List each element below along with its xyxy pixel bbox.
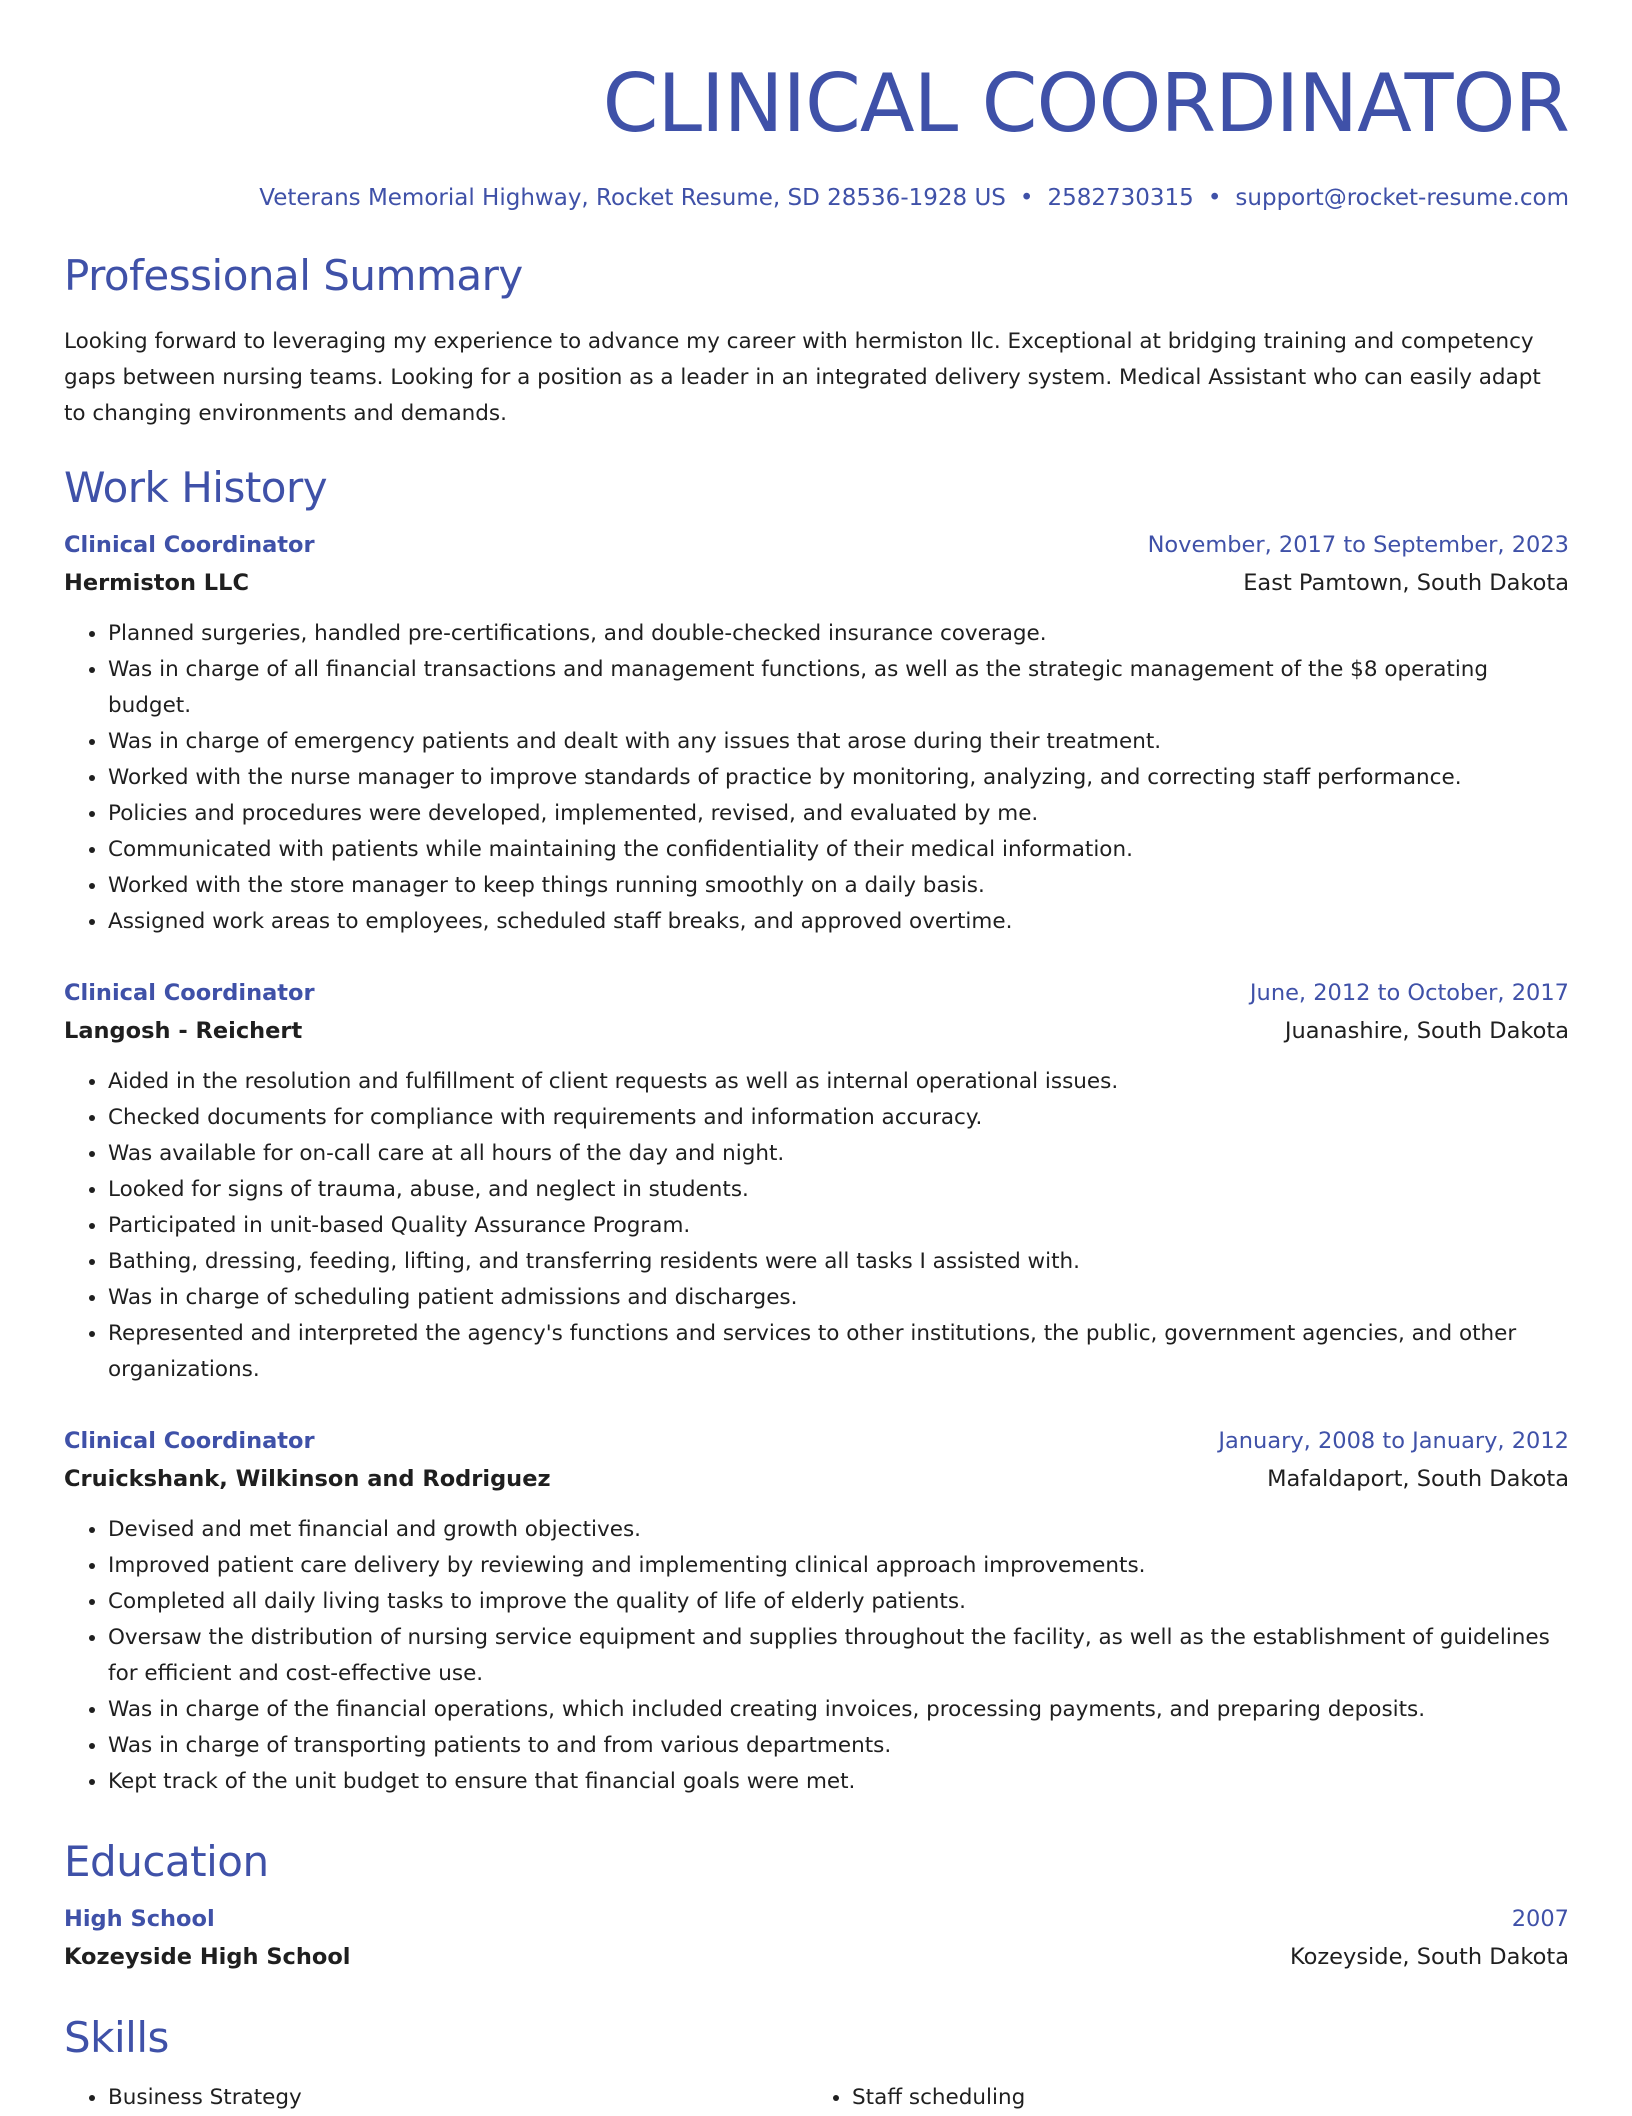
resume-name: CLINICAL COORDINATOR — [602, 57, 1569, 150]
job-bullet: • Was in charge of transporting patients to and from various departments. — [108, 1728, 1569, 1764]
education-heading: Education — [64, 1837, 269, 1886]
skills-column-right — [808, 2080, 1552, 2116]
job-entry — [64, 526, 1569, 940]
job-company: Hermiston LLC — [64, 570, 249, 596]
job-dates: November, 2017 to September, 2023 — [1147, 532, 1569, 558]
job-bullet: • Was in charge of all financial transactions and management functions, as well as the strategic management of the $8 operating budget. — [108, 652, 1569, 724]
job-company-row — [64, 1012, 1569, 1050]
contact-separator: • — [1019, 185, 1034, 211]
skill-item: • Business Strategy — [108, 2080, 808, 2116]
skill-item: • Staff scheduling — [852, 2080, 1552, 2116]
job-bullet: • Assigned work areas to employees, scheduled staff breaks, and approved overtime. — [108, 904, 1569, 940]
job-header-row — [64, 974, 1569, 1012]
job-role: Clinical Coordinator — [64, 532, 315, 558]
job-role: Clinical Coordinator — [64, 1428, 315, 1454]
job-bullet: • Was in charge of emergency patients and dealt with any issues that arose during their treatment. — [108, 724, 1569, 760]
job-location: Juanashire, South Dakota — [1284, 1018, 1569, 1044]
job-header-row — [64, 526, 1569, 564]
education-school: Kozeyside High School — [64, 1944, 351, 1970]
job-bullet: • Completed all daily living tasks to improve the quality of life of elderly patients. — [108, 1584, 1569, 1620]
education-header-row — [64, 1900, 1569, 1938]
job-bullet: • Improved patient care delivery by reviewing and implementing clinical approach improvements. — [108, 1548, 1569, 1584]
skills-list — [64, 2080, 1569, 2116]
job-bullet: • Was in charge of the financial operations, which included creating invoices, processing payments, and preparing deposits. — [108, 1692, 1569, 1728]
job-location: East Pamtown, South Dakota — [1243, 570, 1569, 596]
education-school-row — [64, 1938, 1569, 1976]
job-bullets — [64, 1512, 1569, 1800]
education-entry — [64, 1900, 1569, 1976]
job-bullets — [64, 616, 1569, 940]
job-bullet: • Devised and met financial and growth objectives. — [108, 1512, 1569, 1548]
job-bullet: • Looked for signs of trauma, abuse, and neglect in students. — [108, 1172, 1569, 1208]
job-bullet: • Represented and interpreted the agency's functions and services to other institutions, the public, government agencies, and other organizations. — [108, 1316, 1569, 1388]
skills-heading: Skills — [64, 2013, 169, 2062]
job-bullet: • Worked with the nurse manager to improve standards of practice by monitoring, analyzing, and correcting staff performance. — [108, 760, 1569, 796]
job-bullet: • Checked documents for compliance with requirements and information accuracy. — [108, 1100, 1569, 1136]
contact-separator: • — [1207, 185, 1222, 211]
work-history-heading: Work History — [64, 463, 328, 512]
education-location: Kozeyside, South Dakota — [1289, 1944, 1569, 1970]
job-entry — [64, 1422, 1569, 1800]
job-bullet: • Was available for on-call care at all hours of the day and night. — [108, 1136, 1569, 1172]
contact-address: Veterans Memorial Highway, Rocket Resume, SD 28536-1928 US — [259, 185, 1006, 211]
job-company: Cruickshank, Wilkinson and Rodriguez — [64, 1466, 551, 1492]
job-bullet: • Kept track of the unit budget to ensure that financial goals were met. — [108, 1764, 1569, 1800]
job-bullets — [64, 1064, 1569, 1388]
job-bullet: • Planned surgeries, handled pre-certifications, and double-checked insurance coverage. — [108, 616, 1569, 652]
job-header-row — [64, 1422, 1569, 1460]
job-company: Langosh - Reichert — [64, 1018, 303, 1044]
job-role: Clinical Coordinator — [64, 980, 315, 1006]
job-bullet: • Participated in unit-based Quality Assurance Program. — [108, 1208, 1569, 1244]
job-bullet: • Communicated with patients while maintaining the confidentiality of their medical information. — [108, 832, 1569, 868]
contact-email: support@rocket-resume.com — [1235, 185, 1569, 211]
summary-heading: Professional Summary — [64, 251, 523, 300]
job-dates: January, 2008 to January, 2012 — [1218, 1428, 1569, 1454]
job-bullet: • Aided in the resolution and fulfillment of client requests as well as internal operational issues. — [108, 1064, 1569, 1100]
job-entry — [64, 974, 1569, 1388]
job-bullet: • Oversaw the distribution of nursing service equipment and supplies throughout the facility, as well as the establishment of guidelines for efficient and cost-effective use. — [108, 1620, 1569, 1692]
job-bullet: • Was in charge of scheduling patient admissions and discharges. — [108, 1280, 1569, 1316]
contact-line — [64, 182, 1569, 214]
job-company-row — [64, 1460, 1569, 1498]
job-company-row — [64, 564, 1569, 602]
education-year: 2007 — [1511, 1906, 1569, 1932]
job-bullet: • Bathing, dressing, feeding, lifting, and transferring residents were all tasks I assisted with. — [108, 1244, 1569, 1280]
skills-column-left — [64, 2080, 808, 2116]
job-bullet: • Worked with the store manager to keep things running smoothly on a daily basis. — [108, 868, 1569, 904]
education-degree: High School — [64, 1906, 215, 1932]
job-location: Mafaldaport, South Dakota — [1267, 1466, 1569, 1492]
summary-text: Looking forward to leveraging my experience to advance my career with hermiston llc. Exceptional at bridging training and competency gaps between nursing teams. Looking for a position as a leader in an integrated delivery system. Medical Assistant who can easily adapt to changing environments and demands. — [64, 329, 1541, 426]
resume-header — [64, 56, 1569, 214]
job-dates: June, 2012 to October, 2017 — [1249, 980, 1569, 1006]
contact-phone: 2582730315 — [1047, 185, 1194, 211]
job-bullet: • Policies and procedures were developed, implemented, revised, and evaluated by me. — [108, 796, 1569, 832]
